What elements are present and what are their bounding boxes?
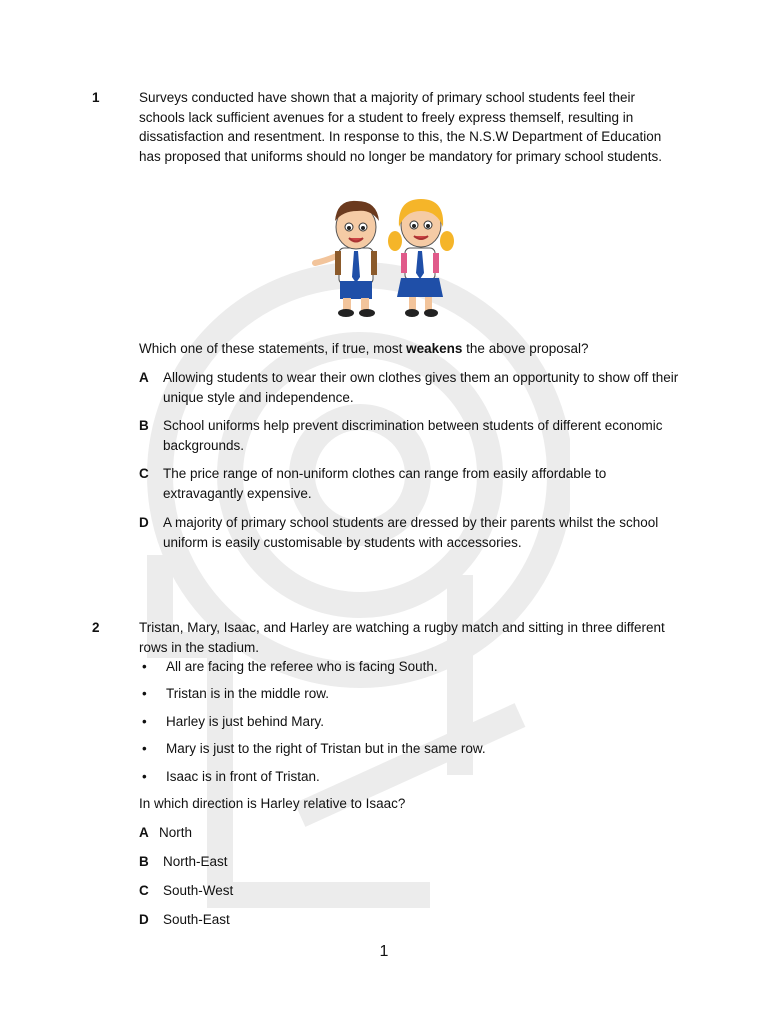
- girl-figure: [388, 199, 454, 317]
- q1-option-a[interactable]: A Allowing students to wear their own clothes gives them an opportunity to show off their unique style and independence.: [139, 370, 679, 405]
- question-2-prompt: In which direction is Harley relative to Isaac?: [139, 796, 406, 811]
- page-number: 1: [379, 943, 389, 960]
- boy-figure: [315, 201, 379, 317]
- question-1-prompt: Which one of these statements, if true, most weakens the above proposal?: [139, 341, 589, 356]
- q2-option-d[interactable]: D South-East: [139, 912, 230, 927]
- emphasis-weakens: weakens: [406, 341, 463, 356]
- q1-option-b[interactable]: B School uniforms help prevent discrimination between students of different economic backgrounds.: [139, 418, 663, 453]
- q1-option-d[interactable]: D A majority of primary school students are dressed by their parents whilst the school uniform is easily customisable by students with accessories.: [139, 515, 659, 550]
- q1-option-c[interactable]: C The price range of non-uniform clothes can range from easily affordable to extravagantly expensive.: [139, 466, 607, 501]
- q2-option-b[interactable]: B North-East: [139, 854, 228, 869]
- children-illustration: [305, 193, 465, 321]
- q2-option-a[interactable]: A North: [139, 825, 193, 840]
- question-2-stem: Tristan, Mary, Isaac, and Harley are watching a rugby match and sitting in three different rows in the stadium.: [139, 620, 665, 655]
- q2-option-c[interactable]: C South-West: [139, 883, 234, 898]
- question-1-stem: Surveys conducted have shown that a majority of primary school students feel their schools lack sufficient avenues for a student to freely express themself, resulting in dissatisfaction and resentment. In response to this, the N.S.W Department of Education has proposed that uniforms should no longer be mandatory for primary school students.: [139, 90, 663, 164]
- question-2-number: 2: [92, 620, 100, 635]
- question-1-number: 1: [92, 90, 100, 105]
